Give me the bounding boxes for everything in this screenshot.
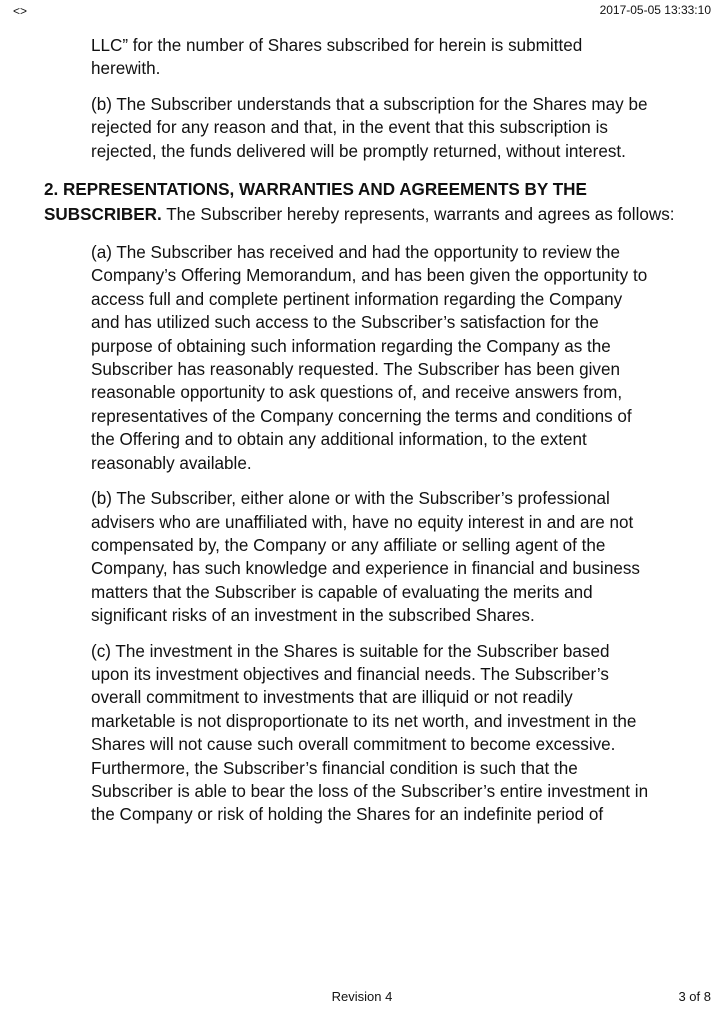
section-2-intro bbox=[44, 177, 684, 227]
paragraph-2c: (c) The investment in the Shares is suitable for the Subscriber based upon its investment objectives and financial needs. The Subscriber’s overall commitment to investments that are illiquid or not readily marketable is not disproportionate to its net worth, and investment in the Shares will not cause such overall commitment to become excessive. Furthermore, the Subscriber’s financial condition is such that the Subscriber is able to bear the loss of the Subscriber’s entire investment in the Company or risk of holding the Shares for an indefinite period of bbox=[91, 641, 649, 825]
document-body bbox=[0, 34, 724, 827]
footer-page-number: 3 of 8 bbox=[678, 989, 711, 1004]
paragraph-2b: (b) The Subscriber, either alone or with the Subscriber’s professional advisers who are unaffiliated with, have no equity interest in and are not compensated by, the Company or any affiliate or selling agent of the Company, has such knowledge and experience in financial and business matters that the Subscriber is capable of evaluating the merits and significant risks of an investment in the subscribed Shares. bbox=[91, 489, 640, 626]
header-timestamp: 2017-05-05 13:33:10 bbox=[599, 3, 711, 17]
footer-revision: Revision 4 bbox=[331, 989, 393, 1004]
header-nav-glyph: <> bbox=[13, 4, 28, 18]
paragraph-1b: (b) The Subscriber understands that a subscription for the Shares may be rejected for any reason and that, in the event that this subscription is rejected, the funds delivered will be promptly returned, without interest. bbox=[91, 94, 648, 161]
section-2-heading: 2. REPRESENTATIONS, WARRANTIES AND AGREEMENTS BY THE SUBSCRIBER. bbox=[44, 180, 587, 225]
section-2-text: The Subscriber hereby represents, warrants and agrees as follows: bbox=[161, 205, 675, 225]
paragraph-continuation: LLC” for the number of Shares subscribed for herein is submitted herewith. bbox=[91, 36, 583, 79]
paragraph-2a: (a) The Subscriber has received and had the opportunity to review the Company’s Offering Memorandum, and has been given the opportunity to access full and complete pertinent information regarding the Company and has utilized such access to the Subscriber’s satisfaction for the purpose of obtaining such information regarding the Company as the Subscriber has reasonably requested. The Subscriber has been given reasonable opportunity to ask questions of, and receive answers from, representatives of the Company concerning the terms and conditions of the Offering and to obtain any additional information, to the extent reasonably available. bbox=[91, 243, 648, 473]
